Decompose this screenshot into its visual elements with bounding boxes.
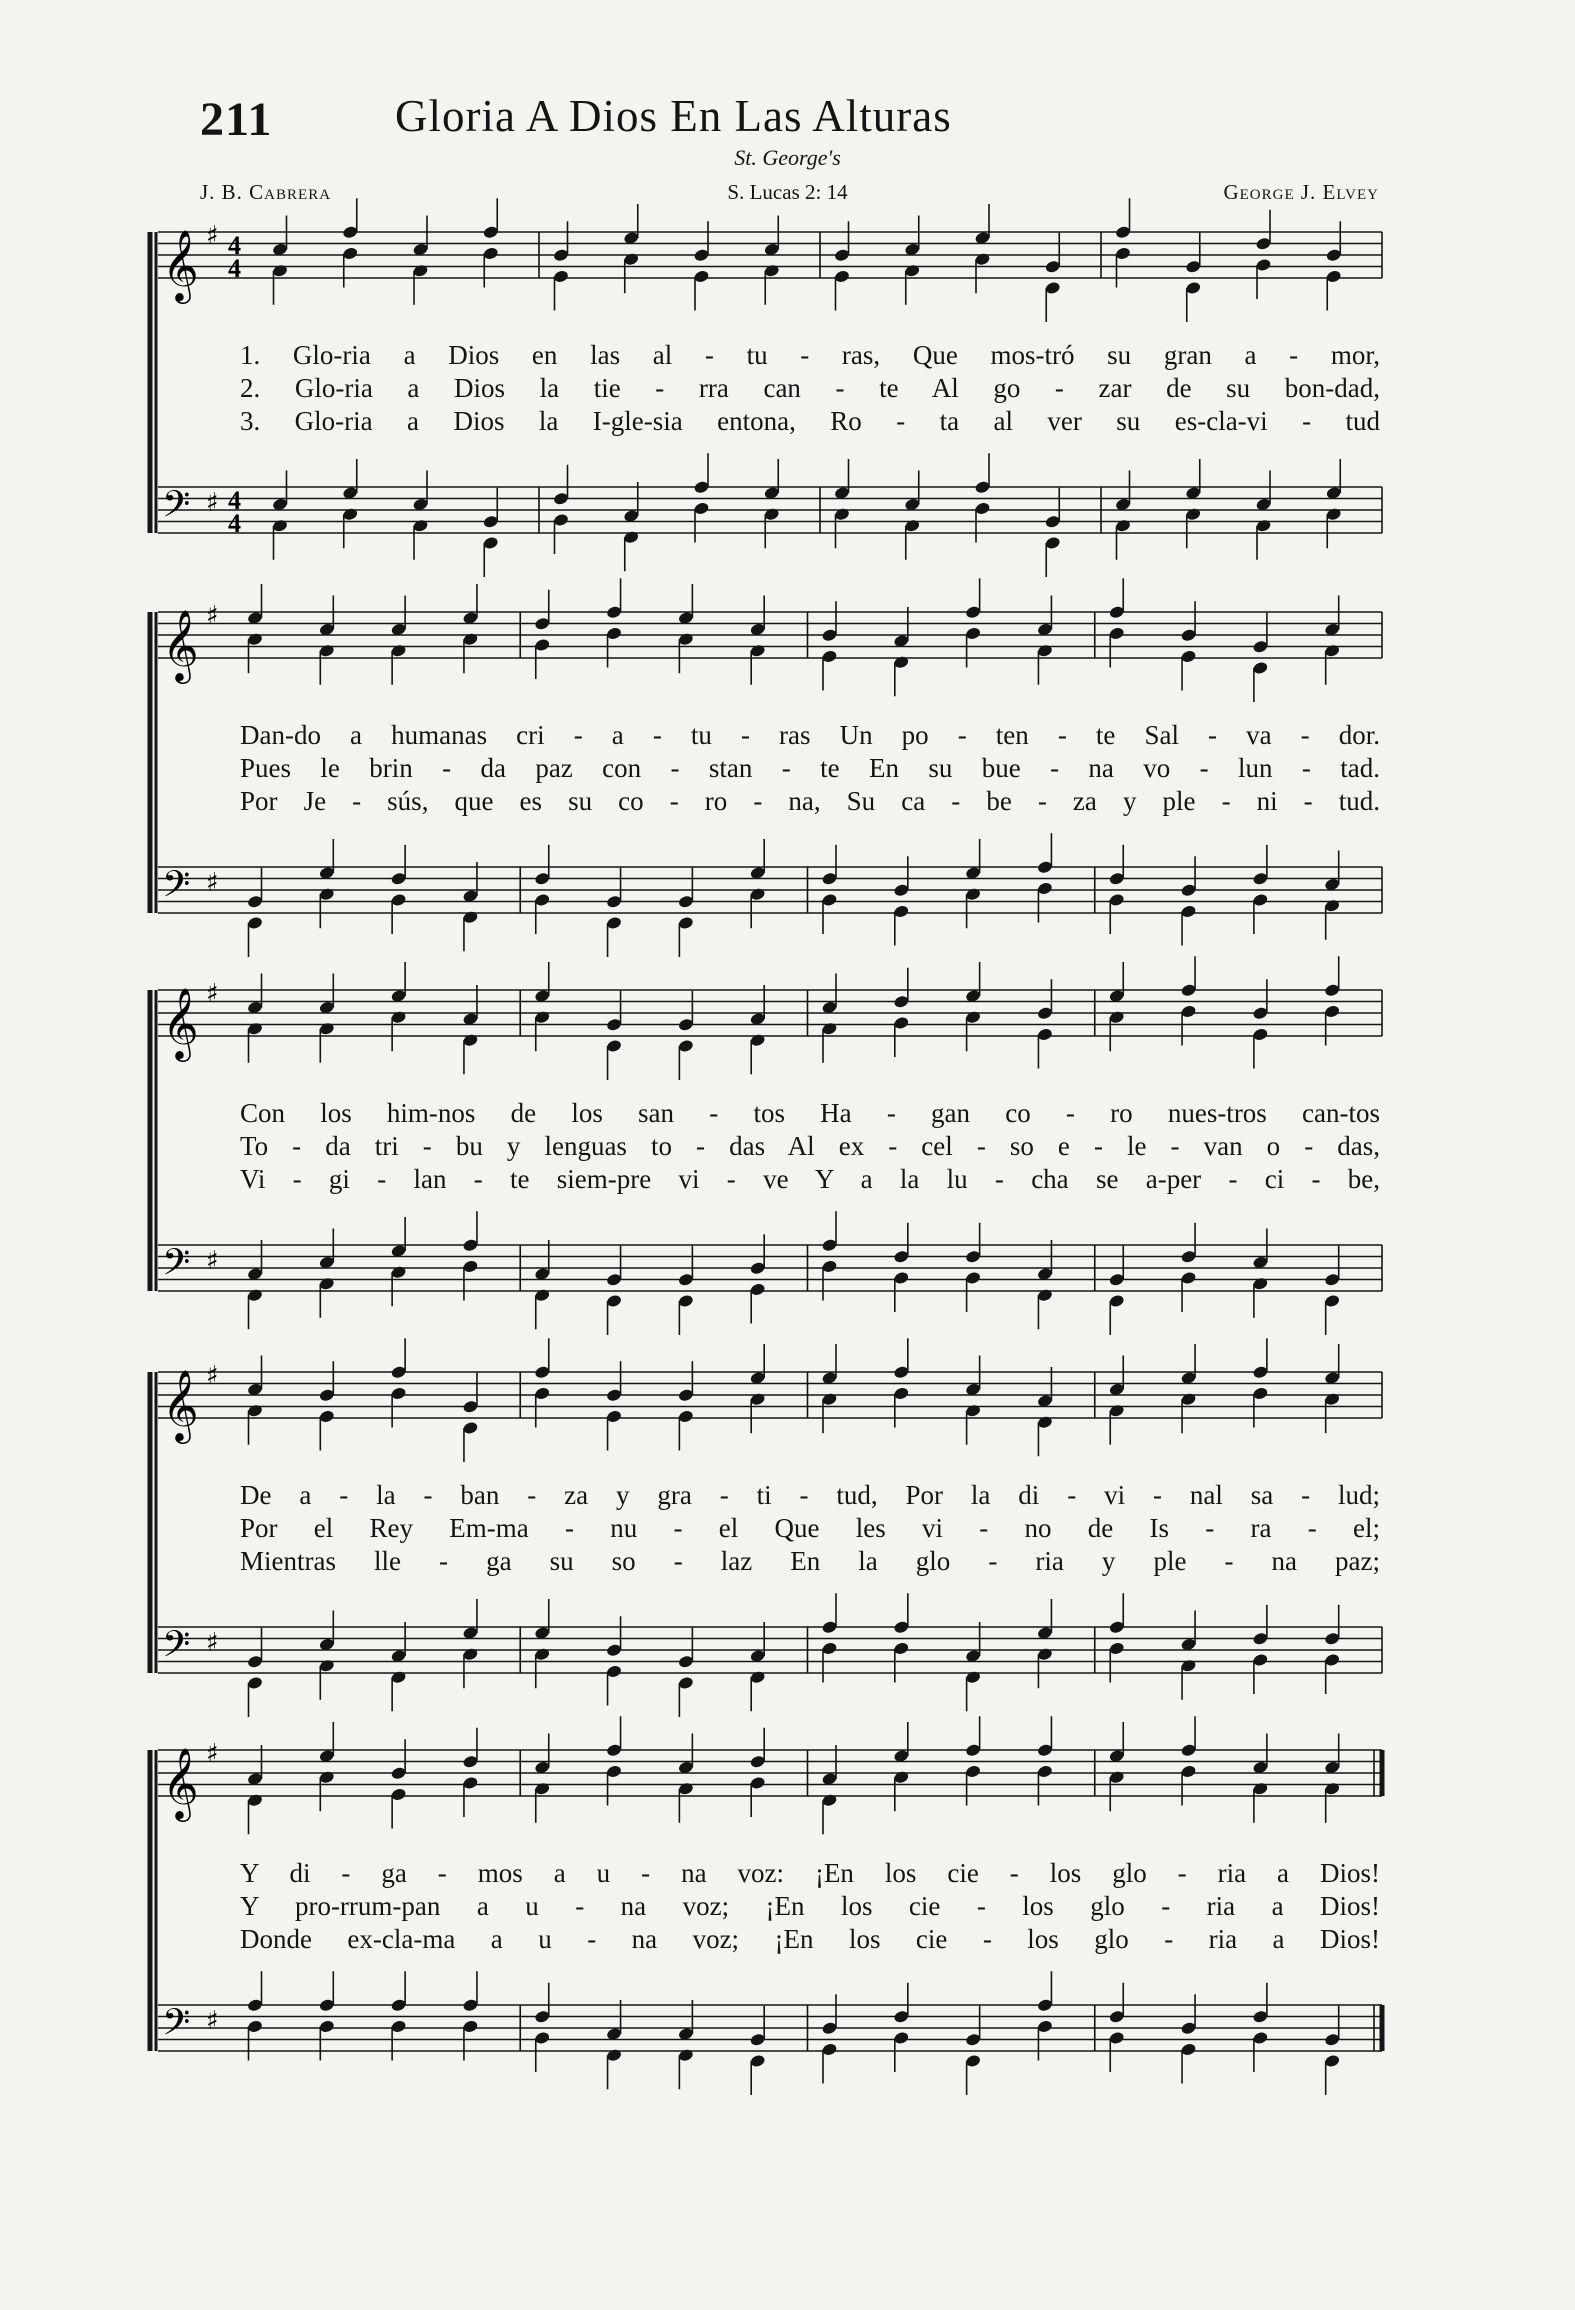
lyric-text: Por el Rey Em-ma - nu - el Que les vi - no de Is - ra - el; xyxy=(240,1513,1380,1543)
hymn-number: 211 xyxy=(200,93,273,146)
sharp-icon: ♯ xyxy=(206,488,219,518)
composer: George J. Elvey xyxy=(1223,180,1379,204)
lyric-text: Y pro-rrum-pan a u - na voz; ¡En los cie - los glo - ria a Dios! xyxy=(240,1891,1380,1921)
verse-line xyxy=(240,720,1380,750)
verse-line xyxy=(240,1131,1380,1161)
lyric-text: Vi - gi - lan - te siem-pre vi - ve Y a la lu - cha se a-per - ci - be, xyxy=(240,1164,1380,1194)
bass-clef-icon: 𝄢 xyxy=(162,1241,191,1293)
lyric-text: To - da tri - bu y lenguas to - das Al ex - cel - so e - le - van o - das, xyxy=(240,1131,1380,1161)
lyric-text: Mientras lle - ga su so - laz En la glo - ria y ple - na paz; xyxy=(240,1546,1380,1576)
lyric-text: Con los him-nos de los san - tos Ha - gan co - ro nues-tros can-tos xyxy=(240,1098,1380,1128)
verse-line xyxy=(240,1098,1380,1128)
time-signature: 4 xyxy=(228,509,241,538)
text-author: J. B. Cabrera xyxy=(200,180,332,204)
treble-clef-icon: 𝄞 xyxy=(162,986,199,1059)
time-signature: 4 xyxy=(228,231,241,260)
lyric-text: Dan-do a humanas cri - a - tu - ras Un po - ten - te Sal - va - dor. xyxy=(240,720,1380,750)
lyric-text: Y di - ga - mos a u - na voz: ¡En los cie - los glo - ria a Dios! xyxy=(240,1858,1380,1888)
hymn-title: Gloria A Dios En Las Alturas xyxy=(395,91,952,141)
treble-clef-icon: 𝄞 xyxy=(162,608,199,681)
lyric-text: De a - la - ban - za y gra - ti - tud, Por la di - vi - nal sa - lud; xyxy=(240,1480,1380,1510)
treble-clef-icon: 𝄞 xyxy=(162,1746,199,1819)
lyric-text: Por Je - sús, que es su co - ro - na, Su ca - be - za y ple - ni - tud. xyxy=(240,786,1380,816)
bass-clef-icon: 𝄢 xyxy=(162,2001,191,2053)
treble-clef-icon: 𝄞 xyxy=(162,228,199,301)
treble-clef-icon: 𝄞 xyxy=(162,1368,199,1441)
verse-line xyxy=(240,753,1380,783)
lyric-text: 3. Glo-ria a Dios la I-gle-sia entona, Ro - ta al ver su es-cla-vi - tud xyxy=(240,406,1380,436)
scripture-reference: S. Lucas 2: 14 xyxy=(727,180,848,204)
verse-line xyxy=(240,373,1380,403)
verse-line xyxy=(240,1546,1380,1576)
verse-line xyxy=(240,1858,1380,1888)
bass-clef-icon: 𝄢 xyxy=(162,483,191,535)
verse-line xyxy=(240,1891,1380,1921)
time-signature: 4 xyxy=(228,254,241,283)
lyric-text: 1. Glo-ria a Dios en las al - tu - ras, Que mos-tró su gran a - mor, xyxy=(240,340,1380,370)
sharp-icon: ♯ xyxy=(206,221,219,251)
lyric-text: 2. Glo-ria a Dios la tie - rra can - te Al go - zar de su bon-dad, xyxy=(240,373,1380,403)
verse-line xyxy=(240,1480,1380,1510)
verse-line xyxy=(240,1924,1380,1954)
verse-line xyxy=(240,406,1380,436)
lyric-text: Donde ex-cla-ma a u - na voz; ¡En los cie - los glo - ria a Dios! xyxy=(240,1924,1380,1954)
sharp-icon: ♯ xyxy=(206,868,219,898)
sharp-icon: ♯ xyxy=(206,1361,219,1391)
lyric-text: Pues le brin - da paz con - stan - te En su bue - na vo - lun - tad. xyxy=(240,753,1380,783)
verse-line xyxy=(240,1513,1380,1543)
verse-line xyxy=(240,786,1380,816)
verse-line xyxy=(240,1164,1380,1194)
sharp-icon: ♯ xyxy=(206,1739,219,1769)
time-signature: 4 xyxy=(228,486,241,515)
sharp-icon: ♯ xyxy=(206,1628,219,1658)
bass-clef-icon: 𝄢 xyxy=(162,863,191,915)
bass-clef-icon: 𝄢 xyxy=(162,1623,191,1675)
sharp-icon: ♯ xyxy=(206,1246,219,1276)
sharp-icon: ♯ xyxy=(206,979,219,1009)
sharp-icon: ♯ xyxy=(206,601,219,631)
verse-line xyxy=(240,340,1380,370)
tune-name: St. George's xyxy=(734,145,841,170)
sharp-icon: ♯ xyxy=(206,2006,219,2036)
